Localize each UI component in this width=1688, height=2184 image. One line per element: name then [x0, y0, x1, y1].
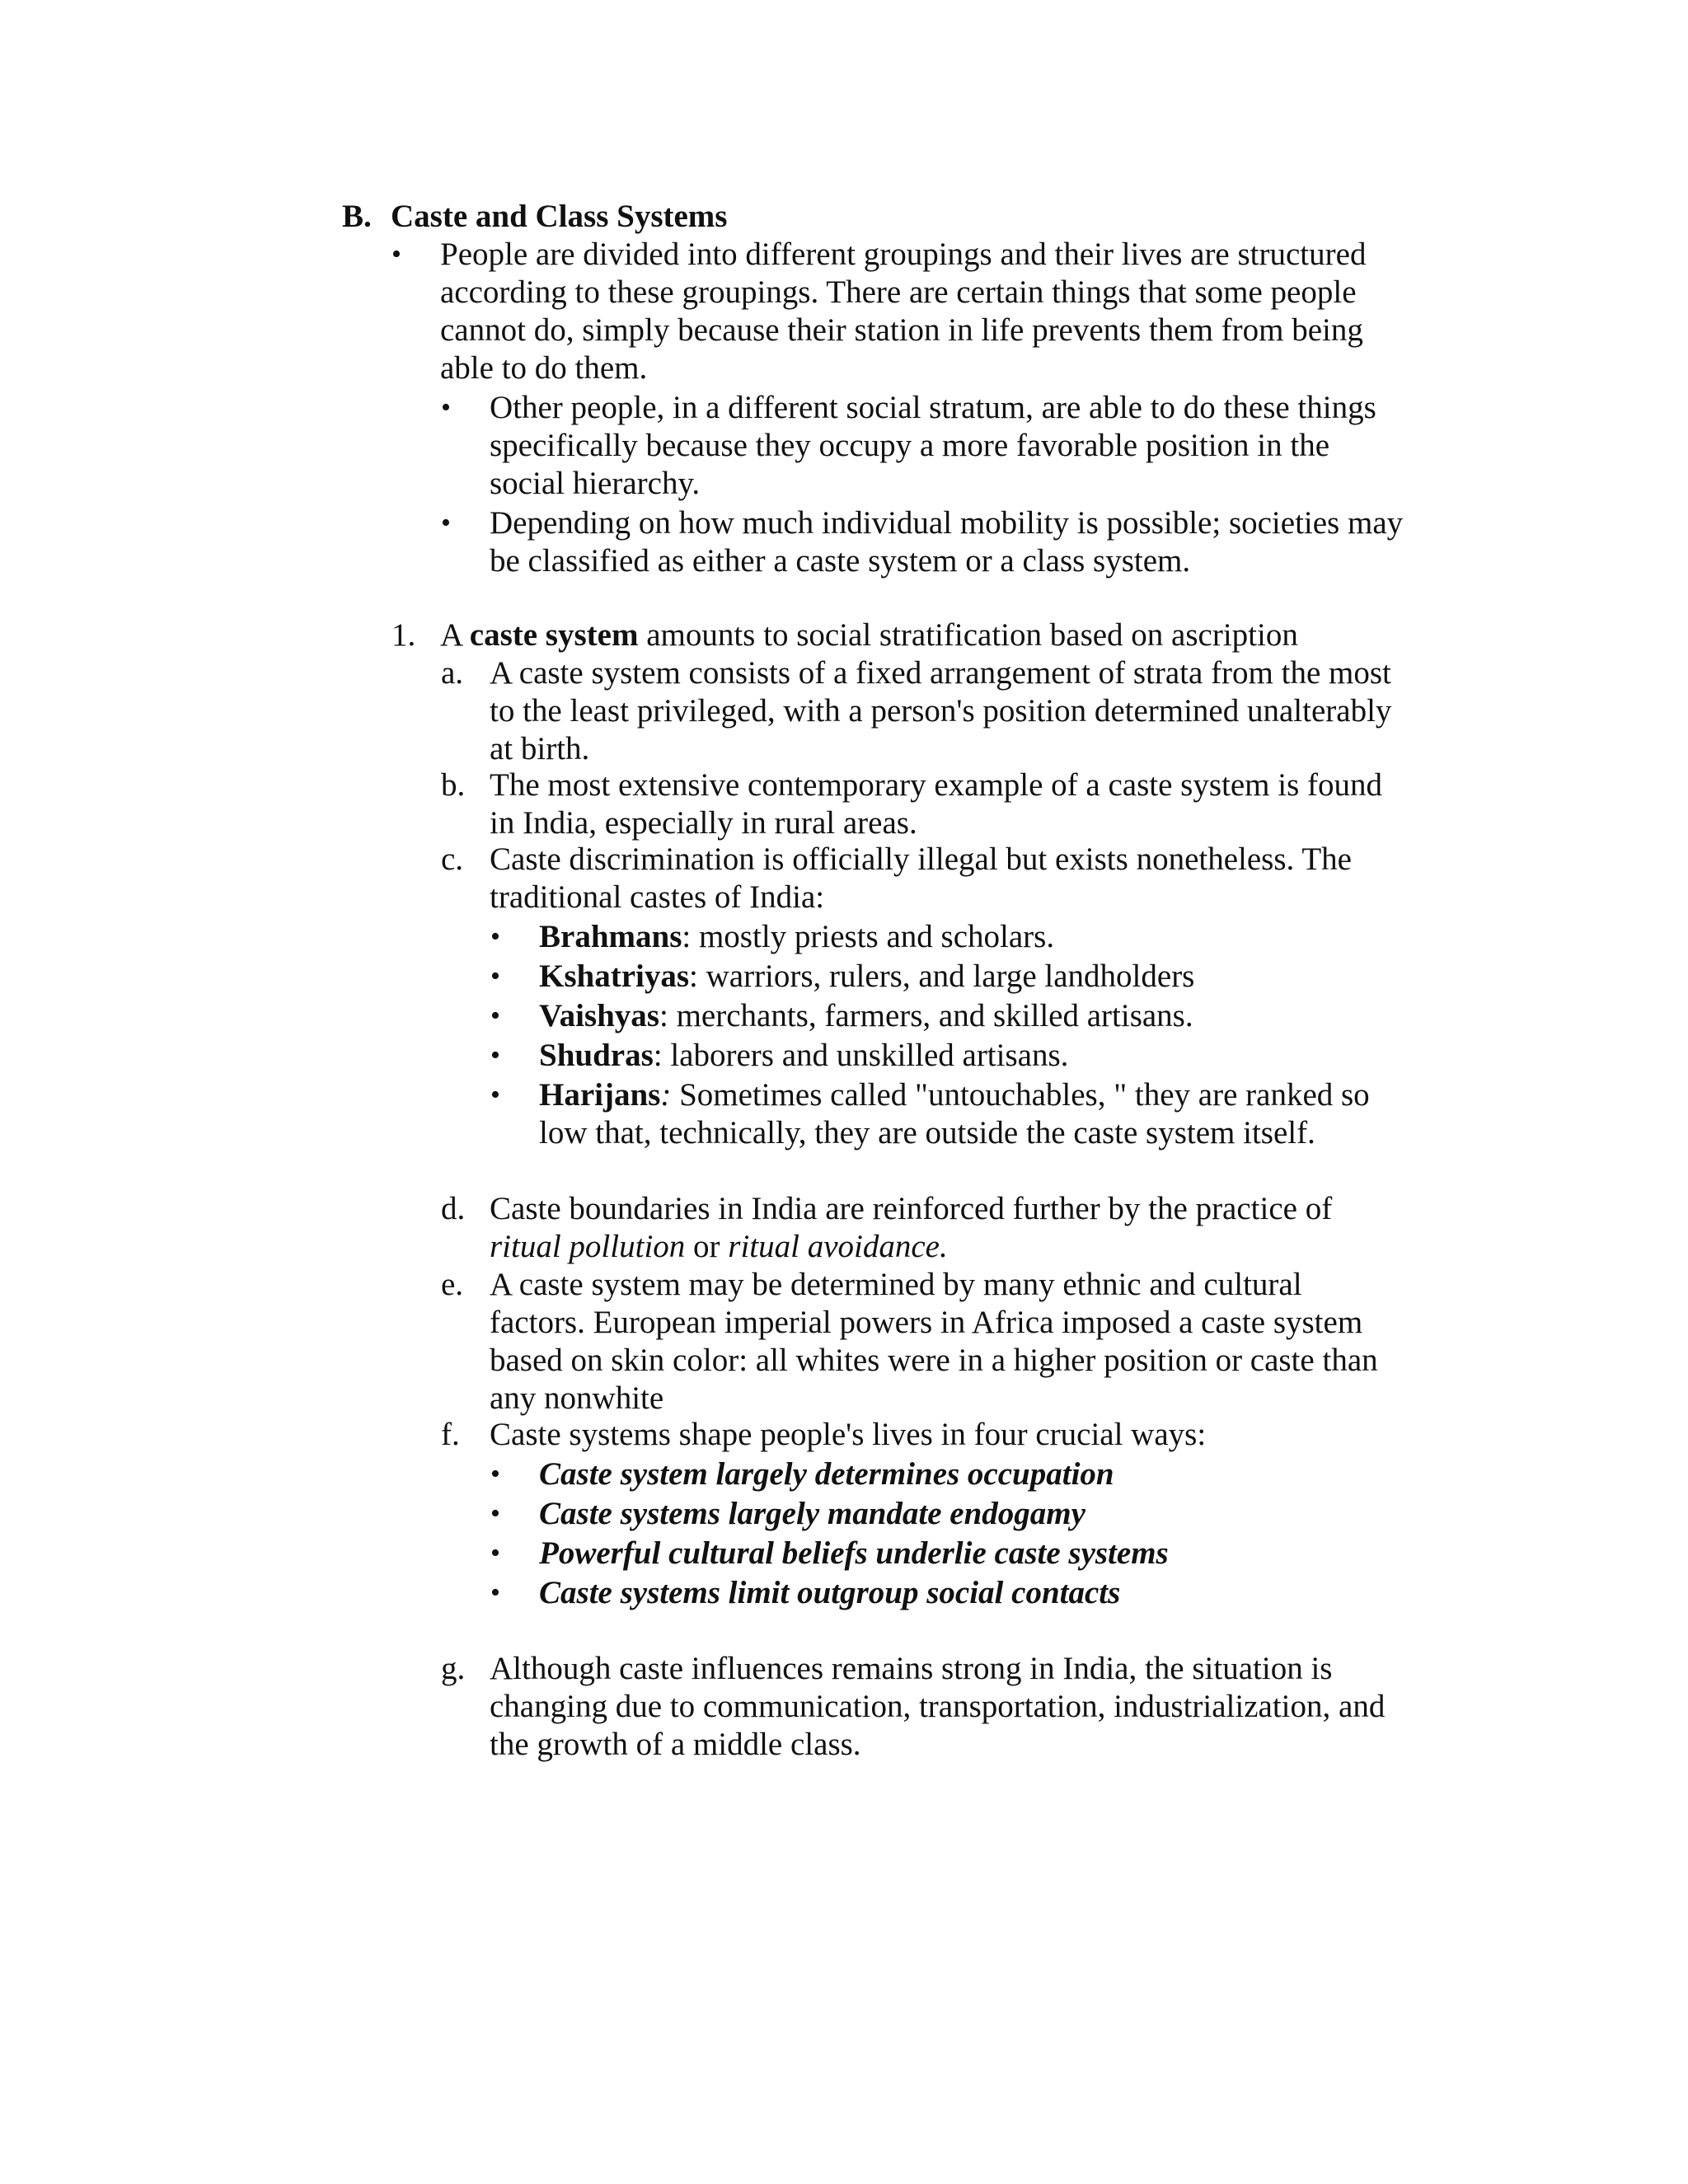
bullet-icon: •	[441, 508, 451, 538]
text-line: Caste systems shape people's lives in four crucial ways:	[490, 1417, 1207, 1452]
text-line: in India, especially in rural areas.	[490, 805, 917, 841]
sub-bullet-paragraph	[490, 389, 1376, 503]
bullet-icon: •	[490, 961, 500, 991]
caste-name: Brahmans	[539, 919, 682, 954]
bullet-icon: •	[490, 1080, 500, 1110]
text-line: People are divided into different groupings and their lives are structured	[440, 237, 1367, 272]
ritual-avoidance-term: ritual avoidance.	[728, 1229, 948, 1264]
caste-item: Kshatriyas: warriors, rulers, and large landholders	[539, 958, 1195, 994]
text-line: The most extensive contemporary example of a caste system is found	[490, 767, 1383, 803]
item-marker: b.	[441, 767, 466, 803]
caste-item: Harijans: Sometimes called "untouchables, " they are ranked so low that, technically, they are outside the caste system itself.	[539, 1077, 1370, 1151]
ritual-pollution-term: ritual pollution	[490, 1229, 686, 1264]
text-line: any nonwhite	[490, 1380, 664, 1416]
bullet-icon: •	[490, 1001, 500, 1031]
bullet-icon: •	[490, 1577, 500, 1608]
bullet-icon: •	[441, 392, 451, 423]
text-line: the growth of a middle class.	[490, 1727, 861, 1762]
item-d: Caste boundaries in India are reinforced further by the practice of ritual pollution or ritual avoidance.	[490, 1191, 1333, 1264]
bullet-icon: •	[490, 1459, 500, 1489]
sub-bullet-paragraph	[490, 504, 1403, 580]
text-line: Caste discrimination is officially illegal but exists nonetheless. The	[490, 841, 1352, 877]
bullet-icon: •	[490, 1498, 500, 1529]
caste-item: Shudras: laborers and unskilled artisans.	[539, 1038, 1069, 1073]
text-line: social hierarchy.	[490, 466, 701, 501]
caste-name: Vaishyas	[539, 998, 659, 1033]
intro-paragraph	[440, 236, 1366, 387]
item-marker: a.	[441, 655, 464, 691]
caste-item: Vaishyas: merchants, farmers, and skilled artisans.	[539, 998, 1193, 1033]
text-line: specifically because they occupy a more favorable position in the	[490, 428, 1330, 463]
caste-name: Kshatriyas	[539, 958, 690, 994]
item-marker: f.	[441, 1417, 460, 1452]
way-item: Caste system largely determines occupation	[539, 1456, 1114, 1492]
item-marker: g.	[441, 1651, 466, 1686]
item-e	[490, 1266, 1378, 1418]
item-c	[490, 841, 1352, 916]
text-line: A caste system may be determined by many ethnic and cultural	[490, 1267, 1302, 1302]
item-g	[490, 1650, 1385, 1764]
text-line: according to these groupings. There are certain things that some people	[440, 274, 1357, 310]
text-line: A caste system consists of a fixed arrangement of strata from the most	[490, 655, 1391, 691]
caste-name: Harijans	[539, 1077, 661, 1113]
text-line: Although caste influences remains strong in India, the situation is	[490, 1651, 1333, 1686]
caste-system-term: caste system	[469, 617, 639, 653]
text-line: be classified as either a caste system or a class system.	[490, 543, 1191, 579]
section-title: Caste and Class Systems	[391, 199, 728, 234]
caste-name: Shudras	[539, 1038, 654, 1073]
text-line: Other people, in a different social stratum, are able to do these things	[490, 390, 1376, 425]
section-heading	[342, 198, 372, 236]
text-line: based on skin color: all whites were in a higher position or caste than	[490, 1343, 1378, 1378]
text-line: factors. European imperial powers in Africa imposed a caste system	[490, 1305, 1363, 1340]
way-item: Powerful cultural beliefs underlie caste systems	[539, 1535, 1169, 1571]
point-number: 1.	[392, 617, 416, 653]
point-1-text: A caste system amounts to social stratification based on ascription	[440, 617, 1298, 653]
bullet-icon: •	[392, 239, 401, 269]
way-item: Caste systems largely mandate endogamy	[539, 1496, 1085, 1531]
text-line: Depending on how much individual mobility is possible; societies may	[490, 505, 1404, 541]
text-line: Caste boundaries in India are reinforced further by the practice of	[490, 1191, 1333, 1226]
section-title-row	[391, 198, 727, 236]
text-line: to the least privileged, with a person's position determined unalterably	[490, 693, 1392, 729]
item-marker: c.	[441, 841, 464, 877]
text-line: low that, technically, they are outside the caste system itself.	[539, 1115, 1315, 1151]
item-marker: d.	[441, 1191, 466, 1226]
section-letter: B.	[342, 199, 372, 234]
text-line: traditional castes of India:	[490, 879, 825, 915]
text-line: changing due to communication, transportation, industrialization, and	[490, 1689, 1386, 1724]
item-a	[490, 654, 1391, 768]
item-f	[490, 1416, 1206, 1454]
item-marker: e.	[441, 1267, 464, 1302]
text-line: able to do them.	[440, 350, 648, 386]
bullet-icon: •	[490, 1040, 500, 1071]
item-b	[490, 766, 1382, 842]
caste-item: Brahmans: mostly priests and scholars.	[539, 919, 1055, 954]
text-line: at birth.	[490, 731, 590, 766]
text-line: cannot do, simply because their station in life prevents them from being	[440, 312, 1363, 348]
bullet-icon: •	[490, 1538, 500, 1568]
bullet-icon: •	[490, 921, 500, 952]
way-item: Caste systems limit outgroup social contacts	[539, 1575, 1121, 1610]
